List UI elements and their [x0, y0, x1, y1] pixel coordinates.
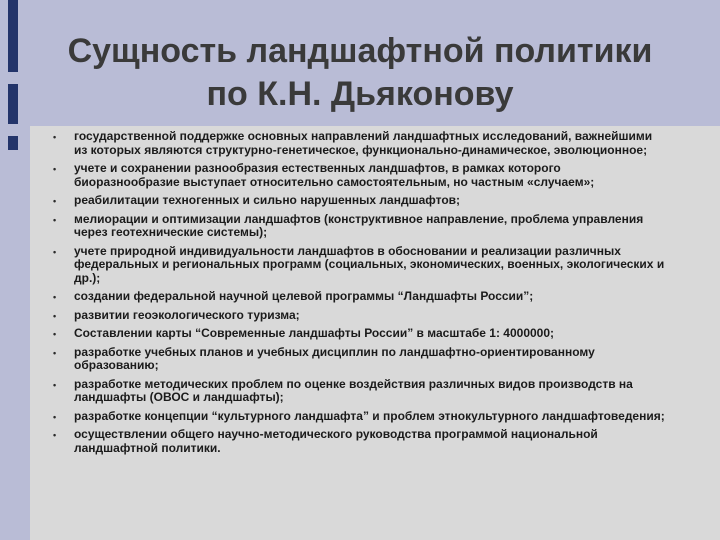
- side-bar: [8, 0, 18, 72]
- bullet-item: [50, 378, 665, 405]
- bullet-text: осуществлении общего научно-методического руководства программой национальной ландшафтной политики.: [74, 427, 598, 455]
- bullet-icon: •: [53, 379, 57, 390]
- bullet-text: государственной поддержке основных направлений ландшафтных исследований, важнейшими из которых являются структурно-генетическое, функционально-динамическое, эволюционное;: [74, 129, 653, 157]
- bullet-icon: •: [53, 196, 57, 206]
- bullet-icon: •: [53, 411, 57, 422]
- bullet-text: развитии геоэкологического туризма;: [74, 307, 300, 322]
- bullet-item: [50, 327, 665, 341]
- bullet-item: [50, 410, 665, 424]
- bullet-icon: •: [53, 132, 57, 142]
- bullet-item: [50, 428, 665, 455]
- bullet-icon: •: [53, 246, 57, 257]
- bullet-item: [50, 130, 665, 157]
- side-bar: [8, 136, 18, 150]
- bullet-text: Составлении карты “Современные ландшафты России” в масштабе 1: 4000000;: [74, 326, 555, 340]
- bullet-icon: •: [53, 329, 57, 339]
- bullet-text: разработке учебных планов и учебных дисциплин по ландшафтно-ориентированному образованию;: [74, 344, 595, 372]
- bullet-text: учете природной индивидуальности ландшафтов в обосновании и реализации различных федеральных и региональных программ (социальных, экономических, военных, экологических и др.);: [74, 243, 665, 285]
- bullet-text: разработке методических проблем по оценке воздействия различных видов производств на ландшафты (ОВОС и ландшафты);: [74, 376, 633, 404]
- title-line-2: по К.Н. Дьяконову: [206, 75, 514, 113]
- slide-title: [40, 30, 680, 116]
- bullet-icon: •: [53, 164, 57, 174]
- bullet-text: создании федеральной научной целевой программы “Ландшафты России”;: [74, 289, 534, 303]
- bullet-item: [50, 346, 665, 373]
- bullet-icon: •: [53, 292, 57, 302]
- bullet-text: учете и сохранении разнообразия естественных ландшафтов, в рамках которого биоразнообразие выступает относительно самостоятельным, но частным «случаем»;: [74, 161, 595, 189]
- bullet-text: мелиорации и оптимизации ландшафтов (конструктивное направление, проблема управления через геотехнические системы);: [74, 211, 644, 239]
- bullet-item: [50, 213, 665, 240]
- side-bar: [8, 84, 18, 124]
- bullet-icon: •: [53, 214, 57, 225]
- bullet-item: [50, 162, 665, 189]
- bullet-item: [50, 309, 665, 323]
- title-line-1: Сущность ландшафтной политики: [67, 32, 653, 70]
- bullet-icon: •: [53, 310, 57, 321]
- bullet-text: разработке концепции “культурного ландшафта” и проблем этнокультурного ландшафтоведения;: [74, 408, 665, 423]
- bullet-item: [50, 245, 665, 286]
- bullet-item: [50, 194, 665, 208]
- bullet-item: [50, 290, 665, 304]
- bullet-icon: •: [53, 347, 57, 358]
- bullet-text: реабилитации техногенных и сильно нарушенных ландшафтов;: [74, 193, 461, 207]
- decorative-side-bars: [0, 0, 30, 540]
- bullet-list: [50, 130, 665, 460]
- bullet-icon: •: [53, 430, 57, 440]
